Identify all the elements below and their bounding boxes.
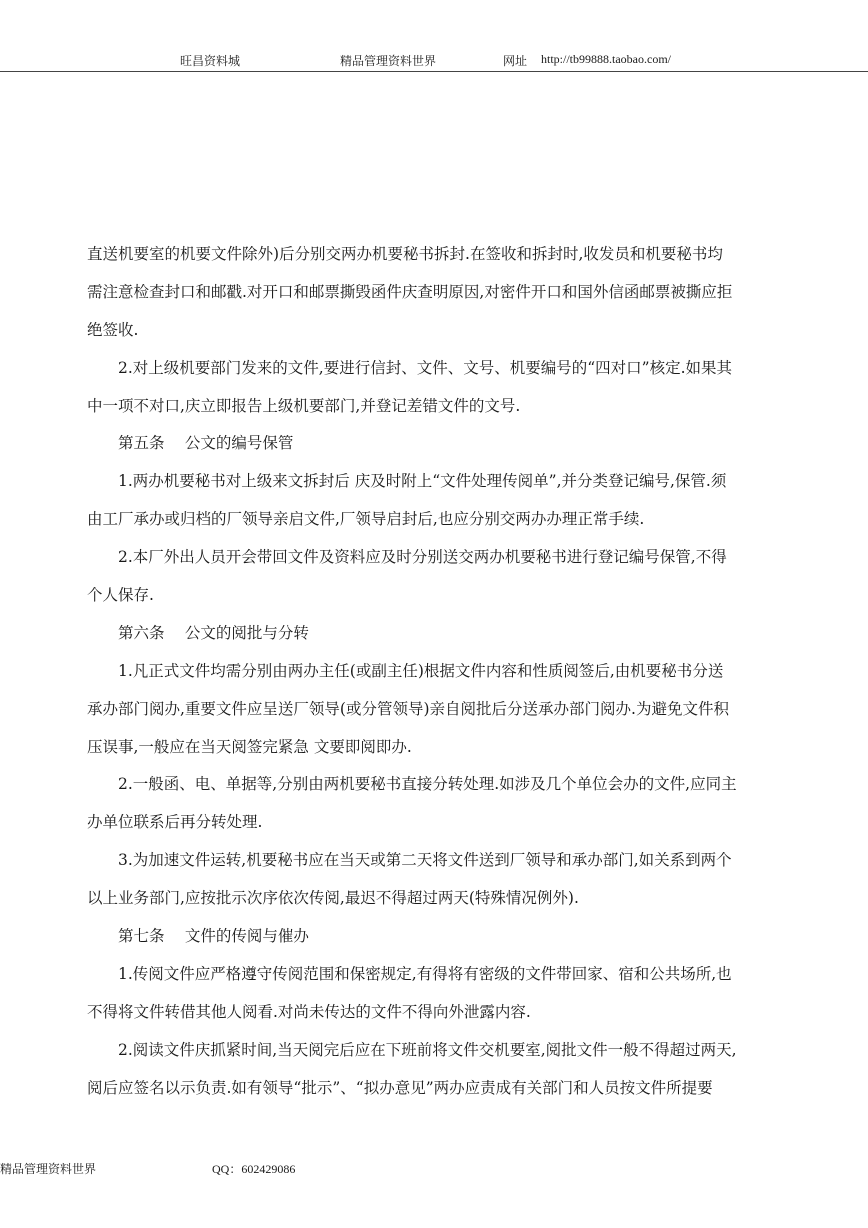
text-line: 承办部门阅办,重要文件应呈送厂领导(或分管领导)亲自阅批后分送承办部门阅办.为避免文件积 <box>87 699 729 718</box>
text-line: 需注意检查封口和邮戳.对开口和邮票撕毁函件庆查明原因,对密件开口和国外信函邮票被撕应拒 <box>87 282 733 301</box>
text-line: 1.两办机要秘书对上级来文拆封后 庆及时附上“文件处理传阅单”,并分类登记编号,保管.须 <box>118 472 727 491</box>
text-line: 1.凡正式文件均需分别由两办主任(或副主任)根据文件内容和性质阅签后,由机要秘书分送 <box>118 661 724 680</box>
page-header <box>0 52 868 72</box>
text-line: 中一项不对口,庆立即报告上级机要部门,并登记差错文件的文号. <box>87 396 521 415</box>
document-body <box>87 236 787 1107</box>
header-url-label: 网址 <box>503 54 528 68</box>
text-line: 第七条 文件的传阅与催办 <box>118 927 309 946</box>
text-line: 办单位联系后再分转处理. <box>87 813 263 832</box>
header-slogan: 精品管理资料世界 <box>340 54 437 68</box>
footer-qq: QQ：602429086 <box>212 1162 296 1176</box>
text-line: 第五条 公文的编号保管 <box>118 434 294 453</box>
text-line: 不得将文件转借其他人阅看.对尚未传达的文件不得向外泄露内容. <box>87 1002 531 1021</box>
header-site-name: 旺昌资料城 <box>180 54 241 68</box>
text-line: 2.一般函、电、单据等,分别由两机要秘书直接分转处理.如涉及几个单位会办的文件,应同主 <box>118 775 737 794</box>
text-line: 2.本厂外出人员开会带回文件及资料应及时分别送交两办机要秘书进行登记编号保管,不得 <box>118 548 727 567</box>
text-line: 以上业务部门,应按批示次序依次传阅,最迟不得超过两天(特殊情况例外). <box>87 889 579 908</box>
text-line: 第六条 公文的阅批与分转 <box>118 623 309 642</box>
header-divider <box>0 71 868 72</box>
text-line: 2.对上级机要部门发来的文件,要进行信封、文件、文号、机要编号的“四对口”核定.如果其 <box>118 358 732 377</box>
footer-site-name: 精品管理资料世界 <box>0 1162 97 1176</box>
text-line: 3.为加速文件运转,机要秘书应在当天或第二天将文件送到厂领导和承办部门,如关系到两个 <box>118 851 732 870</box>
text-line: 个人保存. <box>87 586 154 605</box>
text-line: 阅后应签名以示负责.如有领导“批示”、“拟办意见”两办应责成有关部门和人员按文件所提要 <box>87 1078 713 1097</box>
text-line: 2.阅读文件庆抓紧时间,当天阅完后应在下班前将文件交机要室,阅批文件一般不得超过两天, <box>118 1040 737 1059</box>
text-line: 1.传阅文件应严格遵守传阅范围和保密规定,有得将有密级的文件带回家、宿和公共场所,也 <box>118 964 732 983</box>
text-line: 直送机要室的机要文件除外)后分别交两办机要秘书拆封.在签收和拆封时,收发员和机要秘书均 <box>87 245 723 263</box>
text-line: 由工厂承办或归档的厂领导亲启文件,厂领导启封后,也应分别交两办办理正常手续. <box>87 510 645 529</box>
text-line: 绝签收. <box>87 320 139 339</box>
text-line: 压误事,一般应在当天阅签完紧急 文要即阅即办. <box>87 737 412 756</box>
header-url-link[interactable]: http://tb99888.taobao.com/ <box>541 52 671 66</box>
